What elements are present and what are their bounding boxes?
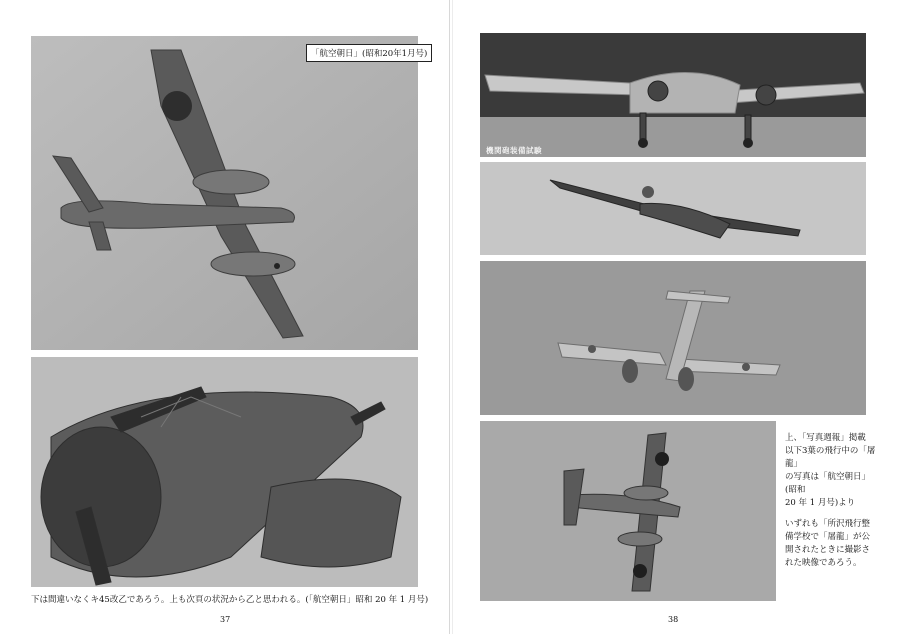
side-caption-line-1: 上、「写真週報」掲載 [785, 433, 866, 443]
right-side-caption [785, 432, 877, 578]
side-caption-line-2: 以下3葉の飛行中の「屠龍」 [785, 446, 876, 469]
source-tag: 「航空朝日」(昭和20年1月号) [306, 44, 432, 62]
photo-plane-flight-2 [480, 261, 866, 415]
page-number-right: 38 [668, 615, 679, 624]
side-caption-line-4: 20 年 1 月号)より [785, 498, 856, 508]
photo-plane-ground [480, 33, 866, 157]
page-number-left: 37 [220, 615, 231, 624]
side-caption-block-2: いずれも「所沢飛行整備学校で「屠龍」が公開されたときに撮影された映像であろう。 [785, 519, 871, 568]
photo-plane-flight-1 [480, 162, 866, 255]
inline-photo-caption: 機関砲装備試験 [486, 146, 542, 155]
left-bottom-caption: 下は間違いなくキ45改乙であろう。上も次頁の状況から乙と思われる。(「航空朝日」昭和 20 年 1 月号) [31, 595, 429, 605]
photo-plane-flight-3 [480, 421, 776, 601]
page-gutter [449, 0, 450, 634]
photo-plane-closeup [31, 357, 418, 587]
side-caption-block-1 [785, 432, 877, 510]
photo-plane-overhead [31, 36, 418, 350]
page-gutter-shadow [452, 0, 453, 634]
side-caption-line-3: の写真は「航空朝日」(昭和 [785, 472, 871, 495]
